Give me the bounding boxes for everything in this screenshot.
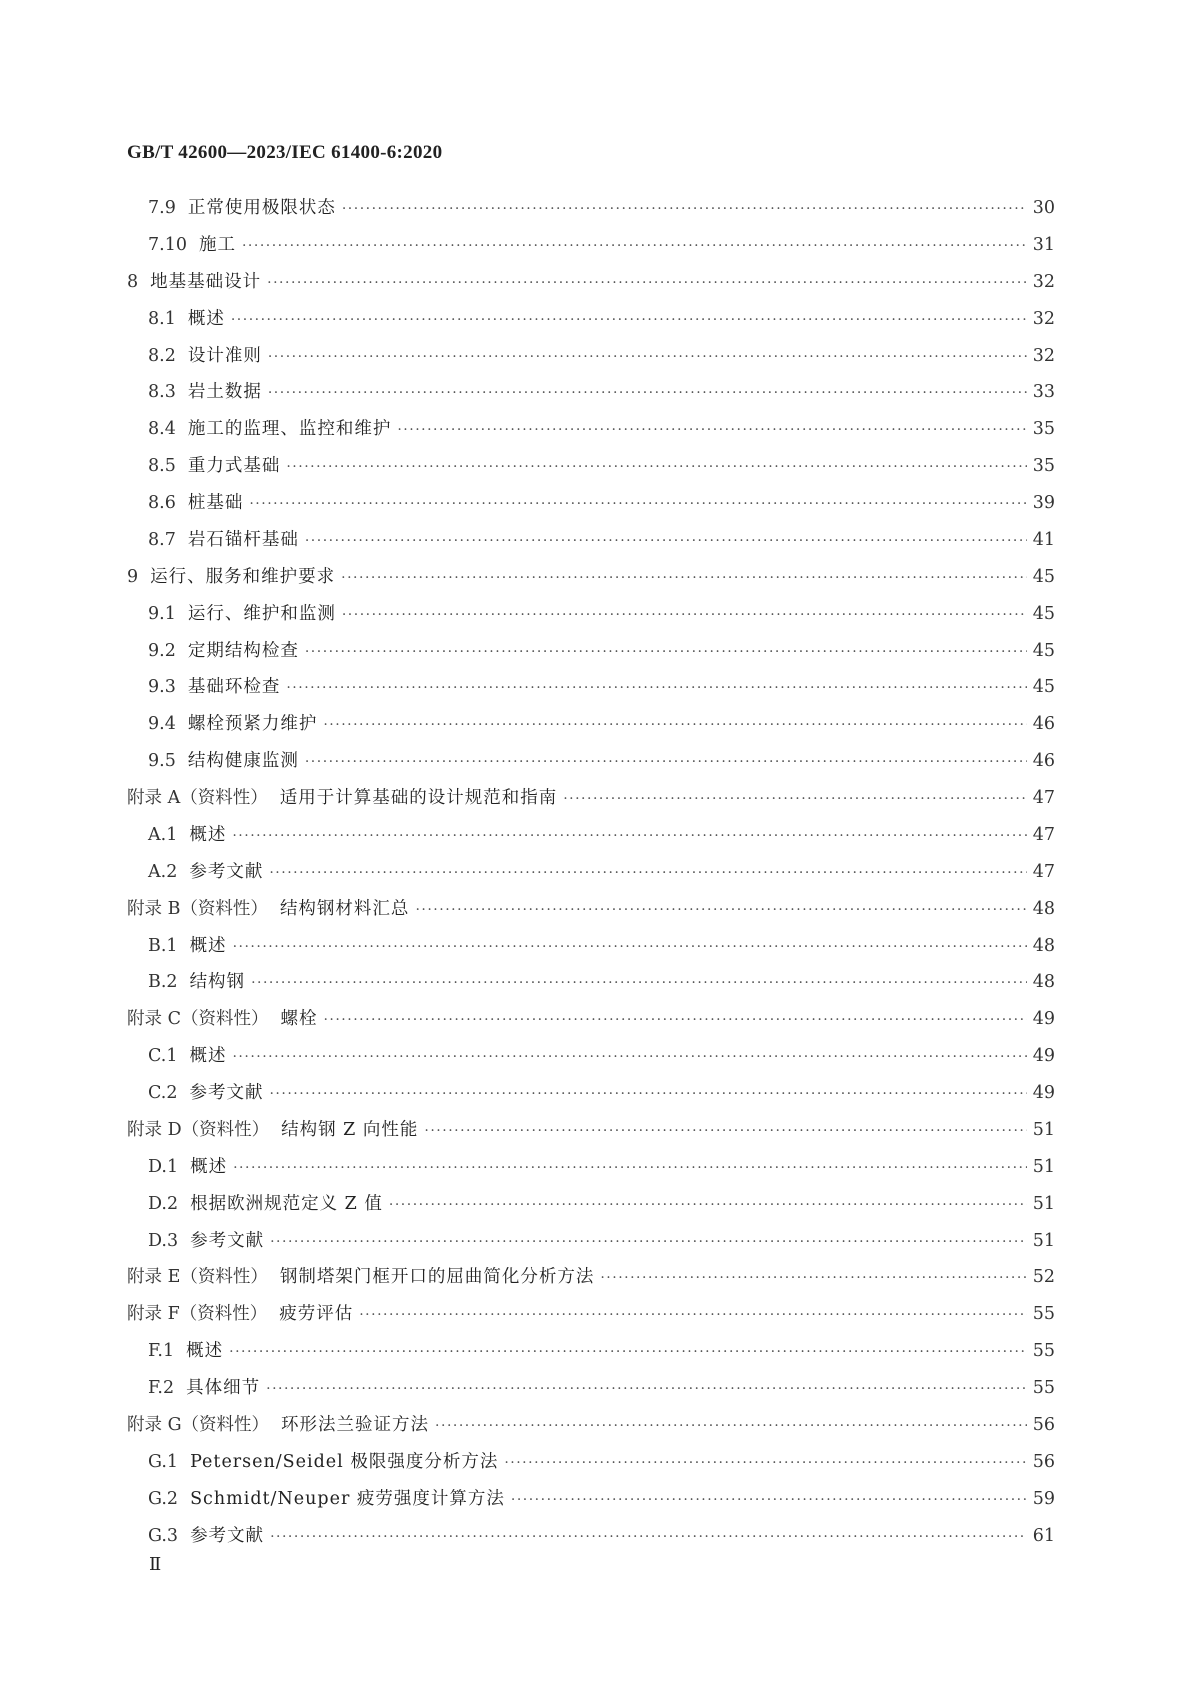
toc-entry-number: 附录 D（资料性）: [127, 1119, 270, 1140]
toc-entry-title: 桩基础: [187, 493, 244, 513]
toc-entry-page: 46: [1032, 714, 1055, 735]
toc-entry-title: 疲劳评估: [279, 1304, 354, 1325]
toc-entry-title: 重力式基础: [187, 456, 281, 477]
toc-entry[interactable]: [127, 338, 1055, 375]
toc-entry-page: 56: [1032, 1414, 1055, 1435]
toc-leader-dots: [269, 1076, 1027, 1113]
toc-entry-title: 螺栓预紧力维护: [187, 714, 318, 735]
toc-entry[interactable]: [127, 1370, 1055, 1407]
toc-entry-number: 7.9: [148, 198, 176, 218]
toc-entry[interactable]: [127, 669, 1055, 706]
toc-entry[interactable]: [127, 706, 1055, 743]
toc-entry-title: 结构钢: [189, 972, 246, 993]
toc-entry-page: 49: [1032, 1083, 1055, 1103]
toc-leader-dots: [389, 1187, 1027, 1224]
toc-entry-number: 附录 C（资料性）: [127, 1009, 269, 1030]
toc-entry-page: 49: [1032, 1046, 1055, 1067]
toc-entry[interactable]: [127, 1333, 1055, 1370]
toc-entry-number: B.2: [148, 972, 178, 993]
toc-entry-number: 7.10: [148, 234, 187, 255]
toc-entry-page: 32: [1032, 345, 1055, 366]
toc-entry[interactable]: [127, 485, 1055, 522]
toc-entry-number: F.1: [148, 1341, 175, 1362]
toc-entry-page: 55: [1032, 1378, 1055, 1398]
toc-leader-dots: [323, 707, 1027, 744]
toc-entry-page: 41: [1032, 529, 1055, 550]
toc-entry-title: 参考文献: [189, 1083, 264, 1103]
toc-entry[interactable]: [127, 1001, 1055, 1038]
toc-entry-number: D.3: [148, 1230, 179, 1251]
toc-entry[interactable]: [127, 928, 1055, 965]
toc-entry-title: 参考文献: [190, 1525, 265, 1546]
toc-entry-title: 参考文献: [190, 1230, 265, 1251]
toc-entry[interactable]: [127, 596, 1055, 633]
toc-entry-page: 51: [1032, 1230, 1055, 1251]
toc-leader-dots: [342, 597, 1027, 634]
toc-entry[interactable]: [127, 411, 1055, 448]
toc-entry[interactable]: [127, 1186, 1055, 1223]
toc-entry-title: 岩土数据: [187, 382, 262, 403]
toc-entry-page: 52: [1032, 1267, 1055, 1288]
toc-entry[interactable]: [127, 227, 1055, 264]
toc-entry-number: 8.5: [148, 456, 176, 477]
toc-entry[interactable]: [127, 964, 1055, 1001]
toc-entry-title: 结构健康监测: [187, 751, 299, 772]
toc-entry-title: 概述: [189, 1046, 227, 1067]
toc-entry-page: 35: [1032, 419, 1055, 440]
toc-entry-title: 定期结构检查: [187, 640, 299, 661]
toc-entry-number: A.1: [148, 824, 178, 845]
toc-leader-dots: [270, 1519, 1027, 1556]
toc-entry-title: 基础环检查: [187, 677, 281, 698]
toc-entry-number: 附录 G（资料性）: [127, 1414, 270, 1435]
toc-entry-page: 56: [1032, 1451, 1055, 1472]
toc-entry-number: D.2: [148, 1193, 179, 1214]
toc-entry-page: 35: [1032, 456, 1055, 477]
toc-entry-title: Petersen/Seidel 极限强度分析方法: [190, 1451, 499, 1472]
toc-entry-number: 8.3: [148, 382, 176, 403]
toc-entry-title: 施工的监理、监控和维护: [187, 419, 392, 440]
toc-entry-title: 概述: [190, 1156, 228, 1177]
toc-entry-page: 47: [1032, 861, 1055, 882]
toc-entry-number: 8.4: [148, 419, 176, 440]
toc-leader-dots: [435, 1408, 1027, 1445]
toc-entry-title: 结构钢材料汇总: [279, 898, 410, 919]
toc-leader-dots: [415, 892, 1027, 929]
toc-leader-dots: [269, 855, 1027, 892]
toc-entry[interactable]: [127, 780, 1055, 817]
toc-entry-page: 39: [1032, 493, 1055, 513]
toc-entry-number: A.2: [148, 861, 178, 882]
page-number-footer: Ⅱ: [149, 1554, 162, 1574]
toc-leader-dots: [232, 818, 1027, 855]
toc-entry-page: 47: [1032, 824, 1055, 845]
toc-entry-title: 施工: [198, 234, 236, 255]
toc-entry-page: 49: [1032, 1009, 1055, 1030]
toc-entry[interactable]: [127, 891, 1055, 928]
toc-entry-title: 螺栓: [280, 1009, 318, 1030]
toc-entry-number: 8: [127, 271, 139, 292]
toc-entry-title: 环形法兰验证方法: [281, 1414, 430, 1435]
toc-entry-number: 8.6: [148, 493, 176, 513]
toc-entry-number: 8.1: [148, 308, 176, 329]
toc-entry-title: Schmidt/Neuper 疲劳强度计算方法: [190, 1488, 505, 1509]
toc-entry-number: 9: [127, 566, 139, 587]
toc-entry-number: C.2: [148, 1083, 178, 1103]
toc-entry-page: 32: [1032, 271, 1055, 292]
toc-leader-dots: [268, 339, 1027, 376]
toc-entry-page: 45: [1032, 603, 1055, 624]
toc-entry-title: 结构钢 Z 向性能: [281, 1119, 419, 1140]
toc-entry-page: 33: [1032, 382, 1055, 403]
toc-leader-dots: [323, 1002, 1027, 1039]
toc-leader-dots: [231, 302, 1027, 339]
toc-entry-page: 30: [1032, 198, 1055, 218]
toc-entry-title: 适用于计算基础的设计规范和指南: [279, 788, 558, 808]
toc-entry-title: 概述: [186, 1341, 224, 1362]
toc-entry[interactable]: [127, 1223, 1055, 1260]
toc-entry-number: B.1: [148, 935, 178, 956]
toc-entry-number: 8.7: [148, 529, 176, 550]
toc-entry-number: 9.2: [148, 640, 176, 661]
toc-entry-page: 32: [1032, 308, 1055, 329]
toc-entry[interactable]: [127, 854, 1055, 891]
toc-entry[interactable]: [127, 1444, 1055, 1481]
toc-entry-number: C.1: [148, 1046, 178, 1067]
toc-entry[interactable]: [127, 1075, 1055, 1112]
toc-entry-page: 46: [1032, 751, 1055, 772]
toc-leader-dots: [242, 228, 1027, 265]
table-of-contents: [127, 190, 1055, 1554]
toc-leader-dots: [268, 375, 1027, 412]
toc-leader-dots: [266, 1371, 1027, 1408]
toc-entry-title: 概述: [189, 935, 227, 956]
toc-entry-page: 51: [1032, 1156, 1055, 1177]
toc-leader-dots: [229, 1334, 1027, 1371]
toc-leader-dots: [249, 486, 1027, 523]
toc-entry[interactable]: [127, 1518, 1055, 1555]
toc-entry-number: 9.4: [148, 714, 176, 735]
toc-leader-dots: [563, 781, 1027, 818]
toc-entry-page: 59: [1032, 1488, 1055, 1509]
toc-entry[interactable]: [127, 817, 1055, 854]
toc-entry[interactable]: [127, 190, 1055, 227]
toc-entry-number: G.2: [148, 1488, 179, 1509]
toc-entry[interactable]: [127, 1407, 1055, 1444]
toc-entry-number: 9.1: [148, 603, 176, 624]
toc-entry-number: 附录 E（资料性）: [127, 1267, 268, 1288]
toc-leader-dots: [251, 965, 1027, 1002]
toc-leader-dots: [342, 191, 1027, 228]
toc-entry-number: G.1: [148, 1451, 179, 1472]
toc-entry[interactable]: [127, 264, 1055, 301]
toc-entry-number: F.2: [148, 1378, 175, 1398]
toc-entry[interactable]: [127, 633, 1055, 670]
toc-leader-dots: [504, 1445, 1027, 1482]
toc-entry-page: 48: [1032, 972, 1055, 993]
toc-leader-dots: [233, 1150, 1027, 1187]
toc-leader-dots: [305, 523, 1027, 560]
toc-entry-number: 附录 F（资料性）: [127, 1304, 268, 1325]
toc-entry-number: 8.2: [148, 345, 176, 366]
toc-leader-dots: [232, 1039, 1027, 1076]
toc-entry-page: 51: [1032, 1193, 1055, 1214]
toc-entry-title: 正常使用极限状态: [187, 198, 336, 218]
toc-entry-title: 具体细节: [186, 1378, 261, 1398]
toc-entry-title: 概述: [187, 308, 225, 329]
toc-entry[interactable]: [127, 1112, 1055, 1149]
toc-entry-page: 55: [1032, 1304, 1055, 1325]
toc-leader-dots: [286, 670, 1027, 707]
toc-leader-dots: [267, 265, 1027, 302]
toc-leader-dots: [511, 1482, 1027, 1519]
toc-entry-page: 31: [1032, 234, 1055, 255]
toc-entry-title: 运行、服务和维护要求: [150, 566, 336, 587]
toc-entry[interactable]: [127, 1259, 1055, 1296]
toc-entry-title: 地基基础设计: [150, 271, 262, 292]
toc-entry[interactable]: [127, 1149, 1055, 1186]
toc-entry-page: 48: [1032, 935, 1055, 956]
toc-entry-title: 根据欧洲规范定义 Z 值: [190, 1193, 383, 1214]
toc-entry-page: 45: [1032, 640, 1055, 661]
toc-entry-number: 附录 A（资料性）: [127, 788, 268, 808]
toc-entry-page: 47: [1032, 788, 1055, 808]
toc-leader-dots: [305, 744, 1027, 781]
toc-leader-dots: [286, 449, 1027, 486]
toc-entry-page: 61: [1032, 1525, 1055, 1546]
toc-entry-number: 9.3: [148, 677, 176, 698]
toc-entry[interactable]: [127, 374, 1055, 411]
toc-entry-page: 48: [1032, 898, 1055, 919]
toc-entry[interactable]: [127, 522, 1055, 559]
toc-leader-dots: [305, 634, 1027, 671]
toc-entry[interactable]: [127, 1296, 1055, 1333]
toc-leader-dots: [341, 560, 1027, 597]
toc-leader-dots: [233, 929, 1027, 966]
toc-entry-number: 9.5: [148, 751, 176, 772]
toc-entry-title: 概述: [189, 824, 227, 845]
toc-entry[interactable]: [127, 559, 1055, 596]
toc-entry-title: 参考文献: [189, 861, 264, 882]
toc-entry[interactable]: [127, 1038, 1055, 1075]
toc-entry[interactable]: [127, 448, 1055, 485]
toc-entry-page: 45: [1032, 677, 1055, 698]
toc-entry-title: 钢制塔架门框开口的屈曲简化分析方法: [279, 1267, 595, 1288]
toc-entry-page: 55: [1032, 1341, 1055, 1362]
toc-entry[interactable]: [127, 743, 1055, 780]
toc-entry-number: D.1: [148, 1156, 179, 1177]
toc-entry-title: 运行、维护和监测: [187, 603, 336, 624]
toc-entry-number: G.3: [148, 1525, 179, 1546]
toc-entry[interactable]: [127, 301, 1055, 338]
toc-leader-dots: [359, 1297, 1027, 1334]
document-code-header: GB/T 42600—2023/IEC 61400-6:2020: [127, 142, 443, 163]
toc-leader-dots: [600, 1260, 1027, 1297]
toc-entry-title: 岩石锚杆基础: [187, 529, 299, 550]
toc-entry-page: 51: [1032, 1119, 1055, 1140]
toc-leader-dots: [270, 1224, 1027, 1261]
toc-leader-dots: [424, 1113, 1027, 1150]
toc-entry[interactable]: [127, 1481, 1055, 1518]
toc-entry-number: 附录 B（资料性）: [127, 898, 268, 919]
toc-entry-title: 设计准则: [187, 345, 262, 366]
toc-leader-dots: [397, 412, 1027, 449]
toc-entry-page: 45: [1032, 566, 1055, 587]
